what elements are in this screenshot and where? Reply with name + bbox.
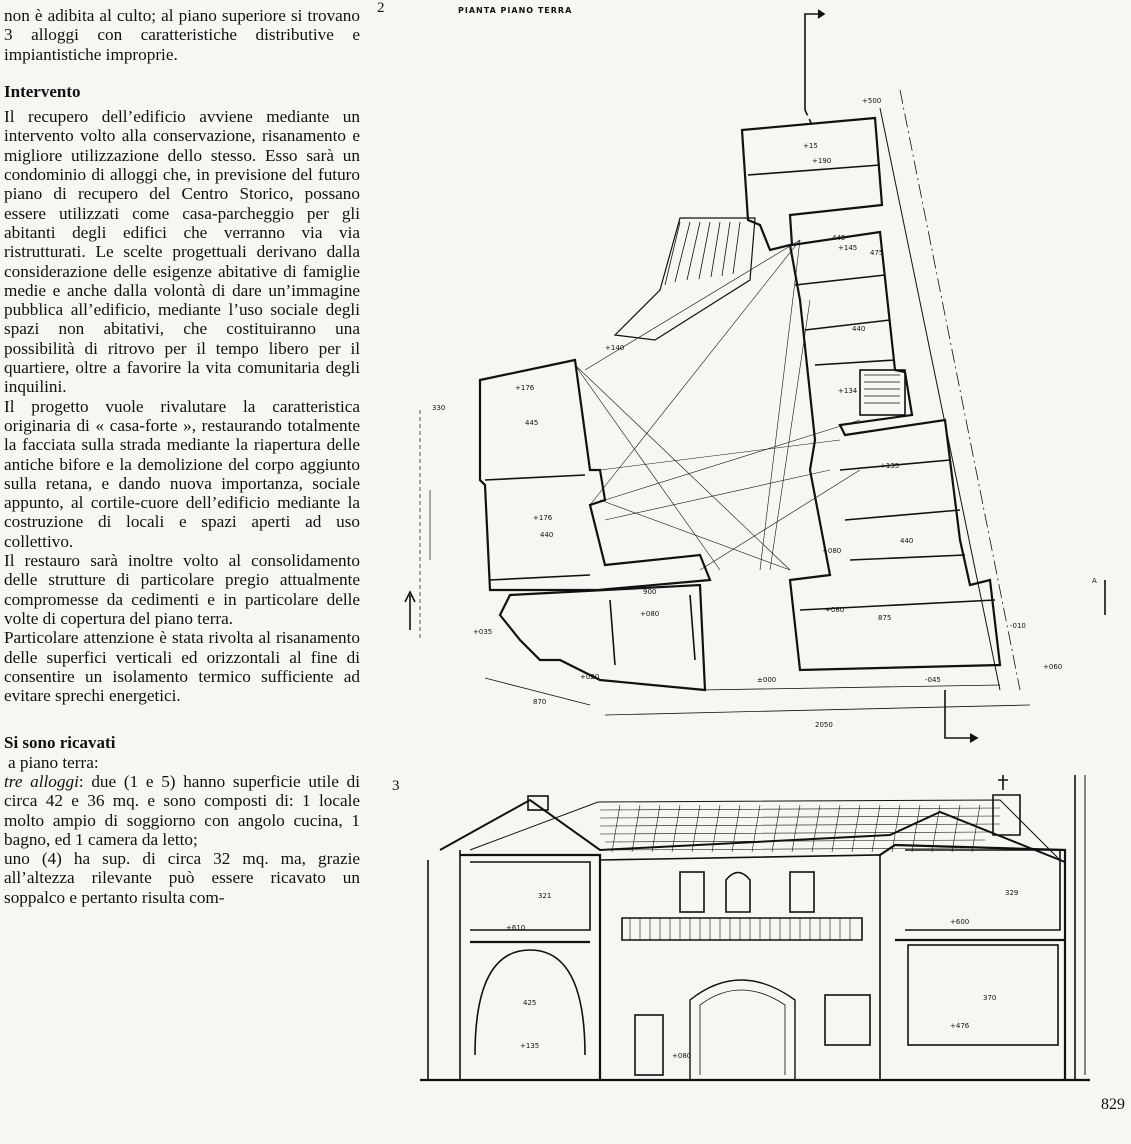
plan-label: +500	[862, 97, 882, 105]
left-tower	[428, 850, 460, 1080]
plan-label: +190	[812, 157, 832, 165]
plan-label: 440	[540, 531, 554, 539]
plan-label: 330	[432, 404, 446, 412]
plan-label: +020	[580, 673, 600, 681]
paragraph-restauro: Il restauro sarà inoltre volto al consolidamento delle strutture di particolare pregio attualmente compromesse da cedimenti e in particolare delle volte di copertura del piano terra.	[4, 551, 360, 628]
plan-label: ±000	[757, 676, 777, 684]
plan-label: +15	[803, 142, 818, 150]
plan-label: 475	[870, 249, 884, 257]
section-label: 370	[983, 994, 997, 1002]
plan-label: -010	[1010, 622, 1026, 630]
item-tre-alloggi-rest: : due (1 e 5) hanno superficie utile di circa 42 e 36 mq. e sono composti di: 1 locale molto ampio di soggiorno con angolo cucina, 1 bagno, ed 1 camera da letto;	[4, 771, 360, 849]
section-label: +135	[520, 1042, 540, 1050]
plan-label: 440	[900, 537, 914, 545]
heading-intervento: Intervento	[4, 81, 81, 101]
plan-label: -045	[925, 676, 941, 684]
central-facade	[600, 855, 880, 1080]
sub-heading: a piano terra:	[8, 752, 99, 772]
plan-label: 875	[878, 614, 892, 622]
window-1	[680, 872, 704, 912]
plan-label: 445	[525, 419, 539, 427]
plan-label: 2050	[815, 721, 833, 729]
door-right	[825, 995, 870, 1045]
chimney-left	[528, 796, 548, 810]
section-label: 425	[523, 999, 537, 1007]
plan-label: +176	[533, 514, 553, 522]
section-label: +080	[672, 1052, 692, 1060]
plan-label: +035	[473, 628, 493, 636]
plan-label: +134	[838, 387, 858, 395]
door-left	[635, 1015, 663, 1075]
plan-label: +176	[515, 384, 535, 392]
section-label: 321	[538, 892, 552, 900]
paragraph-progetto: Il progetto vuole rivalutare la caratteristica originaria di « casa-forte », restaurando totalmente la facciata sulla strada mediante la riapertura delle antiche bifore e la demolizione del corpo aggiunto sulla retana, e dando nuova importanza, sociale appunto, al cortile-cuore dell’edificio mediante la costruzione di locali e spazi aperti ad uso collettivo.	[4, 396, 360, 551]
plan-label: 900	[643, 588, 657, 596]
plan-title: PIANTA PIANO TERRA	[458, 6, 573, 15]
balcony	[622, 918, 862, 940]
section-label: +610	[506, 924, 526, 932]
window-3	[790, 872, 814, 912]
plan-label: 445	[832, 234, 846, 242]
paragraph-attenzione: Particolare attenzione è stata rivolta al risanamento delle superfici verticali ed orizzontali al fine di consentire un isolamento termico sufficiente ad evitare sprechi energetici.	[4, 628, 360, 706]
intro-paragraph: non è adibita al culto; al piano superiore si trovano 3 alloggi con caratteristiche distributive e impiantistiche improprie.	[4, 6, 360, 64]
plan-label: +145	[838, 244, 858, 252]
arch-gate	[690, 980, 795, 1080]
plan-label: A	[1092, 577, 1097, 585]
window-2	[726, 873, 750, 913]
plan-label: +135	[880, 462, 900, 470]
item-tre-alloggi-em: tre alloggi	[4, 771, 79, 791]
section-label: +600	[950, 918, 970, 926]
paragraph-recupero: Il recupero dell’edificio avviene mediante un intervento volto alla conservazione, risanamento e migliore utilizzazione dello stesso. Esso sarà un condominio di alloggi che, in previsione del futuro piano di recupero del Centro Storico, possano essere utilizzati come casa-parcheggio per gli abitanti degli edifici che verranno via via ristrutturati. Le scelte progettuali derivano dalla considerazione delle esigenze abitative di famiglie medie e anche dalla volontà di dare un’immagine pubblica all’edificio, mediante l’uso sociale degli spazi non abitativi, che costituiranno una possibilità di ritrovo per il tempo libero per il quartiere, oltre a favorire la vita comunitaria degli inquilini.	[4, 107, 360, 397]
plan-label: 440	[852, 325, 866, 333]
page-number: 829	[1101, 1096, 1125, 1113]
figure-3-number: 3	[392, 778, 400, 794]
section-label: 329	[1005, 889, 1019, 897]
plan-label: +060	[1043, 663, 1063, 671]
heading-ricavati: Si sono ricavati	[4, 733, 116, 753]
plan-label: +080	[640, 610, 660, 618]
figure-2-number: 2	[377, 0, 385, 16]
section-label: +476	[950, 1022, 970, 1030]
plan-label: +080	[825, 606, 845, 614]
plan-label: +080	[822, 547, 842, 555]
item-uno: uno (4) ha sup. di circa 32 mq. ma, grazie all’altezza rilevante può essere ricavato un soppalco e pertanto risulta com-	[4, 849, 360, 907]
plan-label: 870	[533, 698, 547, 706]
chimney-right	[993, 795, 1020, 835]
plan-label: +140	[605, 344, 625, 352]
